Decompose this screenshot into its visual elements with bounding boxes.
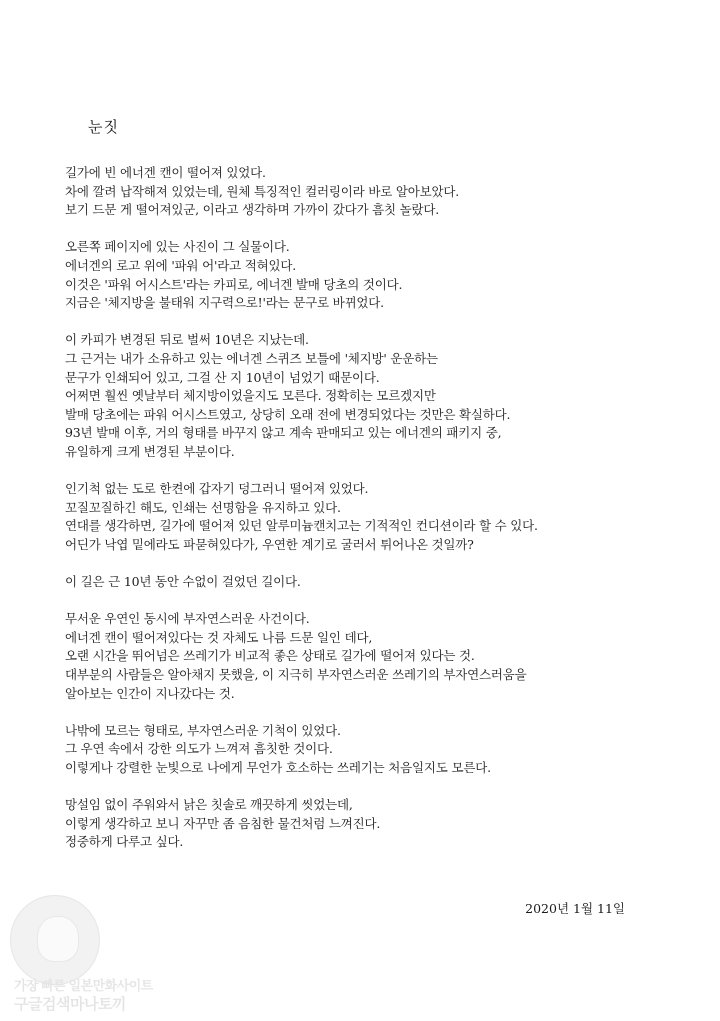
text-line: 나밖에 모르는 형태로, 부자연스러운 기척이 있었다. bbox=[65, 722, 341, 738]
text-line: 에너겐의 로고 위에 '파워 어'라고 적혀있다. bbox=[65, 257, 296, 273]
text-line: 무서운 우연인 동시에 부자연스러운 사건이다. bbox=[65, 611, 310, 627]
text-line: 유일하게 크게 변경된 부분이다. bbox=[65, 443, 235, 459]
mascot-watermark-icon bbox=[10, 895, 100, 985]
text-line: 인기척 없는 도로 한켠에 갑자기 덩그러니 떨어져 있었다. bbox=[65, 481, 369, 497]
text-line: 연대를 생각하면, 길가에 떨어져 있던 알루미늄캔치고는 기적적인 컨디션이라 할 수 있다. bbox=[65, 518, 538, 534]
text-line: 93년 발매 이후, 거의 형태를 바꾸지 않고 계속 판매되고 있는 에너겐의 패키지 중, bbox=[65, 425, 502, 441]
text-line: 길가에 빈 에너겐 캔이 떨어져 있었다. bbox=[65, 165, 266, 180]
text-line: 정중하게 다루고 싶다. bbox=[65, 834, 184, 850]
watermark-line-2: 구글검색마나토끼 bbox=[14, 996, 126, 1013]
text-line: 그 우연 속에서 강한 의도가 느껴져 흠칫한 것이다. bbox=[65, 741, 333, 757]
text-line: 발매 당초에는 파워 어시스트였고, 상당히 오래 전에 변경되었다는 것만은 확실하다. bbox=[65, 406, 511, 422]
site-watermark bbox=[8, 895, 168, 1019]
paragraph bbox=[65, 722, 665, 778]
paragraph bbox=[65, 480, 665, 554]
text-line: 이 카피가 변경된 뒤로 벌써 10년은 지났는데. bbox=[65, 332, 309, 348]
text-line: 오랜 시간을 뛰어넘은 쓰레기가 비교적 좋은 상태로 길가에 떨어져 있다는 것. bbox=[65, 648, 475, 664]
text-line: 차에 깔려 납작해져 있었는데, 원체 특징적인 컬러링이라 바로 알아보았다. bbox=[65, 183, 459, 199]
text-line: 지금은 '체지방을 불태워 지구력으로!'라는 문구로 바뀌었다. bbox=[65, 295, 384, 311]
text-line: 이 길은 근 10년 동안 수없이 걸었던 길이다. bbox=[65, 574, 301, 590]
text-line: 보기 드문 게 떨어져있군, 이라고 생각하며 가까이 갔다가 흠칫 놀랐다. bbox=[65, 202, 440, 218]
essay-date: 2020년 1월 11일 bbox=[525, 901, 625, 916]
text-line: 그 근거는 내가 소유하고 있는 에너겐 스퀴즈 보틀에 '체지방' 운운하는 bbox=[65, 350, 438, 366]
text-line: 문구가 인쇄되어 있고, 그걸 산 지 10년이 넘었기 때문이다. bbox=[65, 369, 380, 385]
text-line: 이렇게 생각하고 보니 자꾸만 좀 음침한 물건처럼 느껴진다. bbox=[65, 815, 381, 831]
text-line: 이것은 '파워 어시스트'라는 카피로, 에너겐 발매 당초의 것이다. bbox=[65, 276, 403, 292]
text-line: 꼬질꼬질하긴 해도, 인쇄는 선명함을 유지하고 있다. bbox=[65, 499, 341, 515]
text-line: 어딘가 낙엽 밑에라도 파묻혀있다가, 우연한 계기로 굴러서 튀어나온 것일까? bbox=[65, 536, 474, 552]
essay-body bbox=[65, 164, 665, 871]
paragraph bbox=[65, 796, 665, 852]
text-line: 알아보는 인간이 지나갔다는 것. bbox=[65, 685, 235, 701]
watermark-line-1: 가장 빠른 일본만화사이트 bbox=[14, 978, 153, 993]
paragraph bbox=[65, 238, 665, 312]
text-line: 어쩌면 훨씬 옛날부터 체지방이었을지도 모른다. 정확히는 모르겠지만 bbox=[65, 388, 436, 404]
text-line: 에너겐 캔이 떨어져있다는 것 자체도 나름 드문 일인 데다, bbox=[65, 629, 373, 645]
text-line: 오른쪽 페이지에 있는 사진이 그 실물이다. bbox=[65, 239, 290, 255]
paragraph bbox=[65, 331, 665, 461]
essay-title: 눈짓 bbox=[88, 118, 119, 136]
paragraph bbox=[65, 573, 665, 592]
text-line: 망설임 없이 주워와서 낡은 칫솔로 깨끗하게 씻었는데, bbox=[65, 797, 353, 813]
text-line: 이렇게나 강렬한 눈빛으로 나에게 무언가 호소하는 쓰레기는 처음일지도 모른다. bbox=[65, 760, 491, 775]
paragraph bbox=[65, 610, 665, 703]
paragraph bbox=[65, 164, 665, 220]
text-line: 대부분의 사람들은 알아채지 못했을, 이 지극히 부자연스러운 쓰레기의 부자연스러움을 bbox=[65, 667, 527, 683]
mascot-face-icon bbox=[37, 916, 79, 962]
